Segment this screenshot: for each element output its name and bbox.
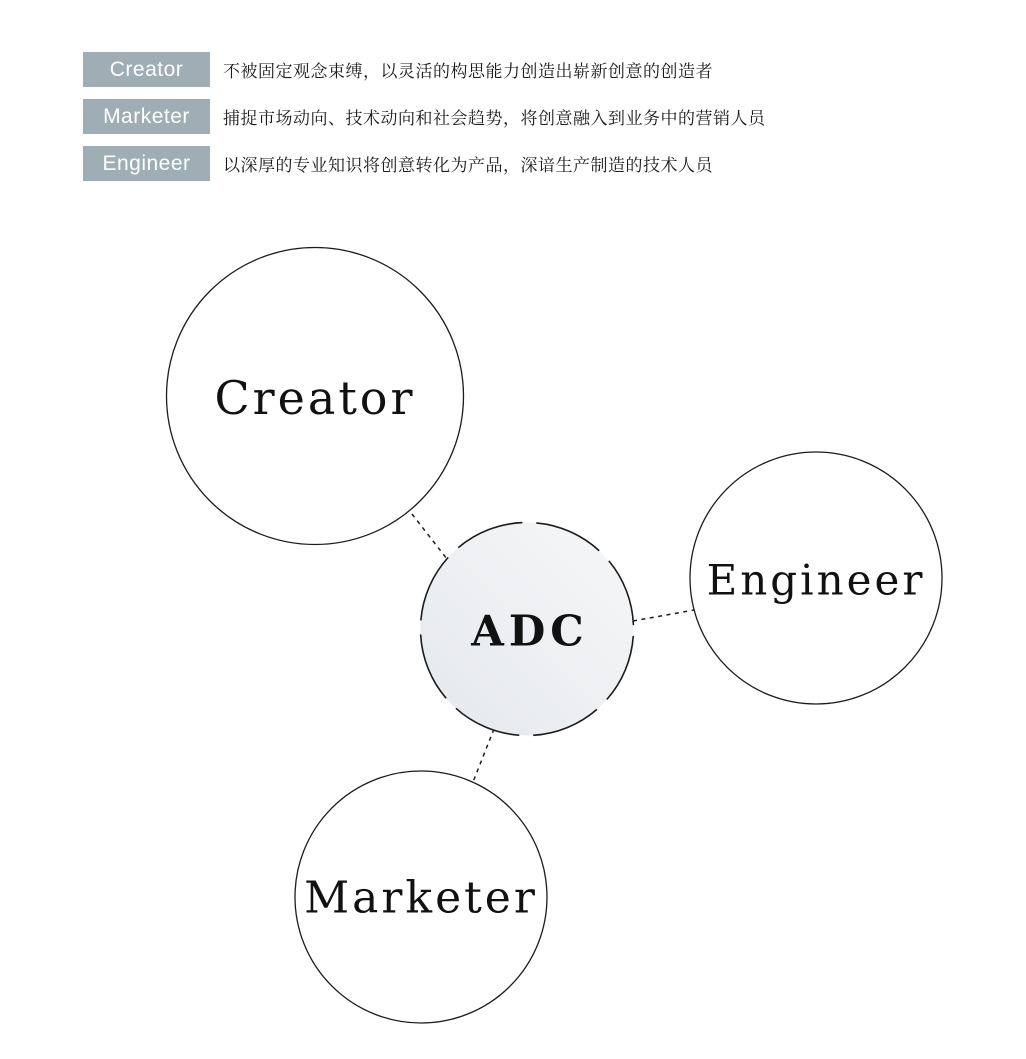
- connector-creator-adc: [412, 514, 447, 559]
- legend-description-creator: 不被固定观念束缚，以灵活的构思能力创造出崭新创意的创造者: [223, 62, 713, 81]
- engineer-label: Engineer: [706, 555, 926, 605]
- connector-adc-marketer: [473, 729, 494, 782]
- legend-badge-label: Creator: [109, 58, 184, 81]
- legend-badge-label: Engineer: [102, 152, 191, 175]
- legend-description-engineer: 以深厚的专业知识将创意转化为产品，深谙生产制造的技术人员: [223, 156, 713, 175]
- connector-adc-engineer: [633, 610, 694, 621]
- legend-badge-label: Marketer: [103, 105, 190, 128]
- creator-label: Creator: [214, 371, 416, 425]
- marketer-label: Marketer: [304, 872, 538, 924]
- legend-description-marketer: 捕捉市场动向、技术动向和社会趋势，将创意融入到业务中的营销人员: [223, 109, 766, 128]
- adc-label: ADC: [471, 606, 589, 656]
